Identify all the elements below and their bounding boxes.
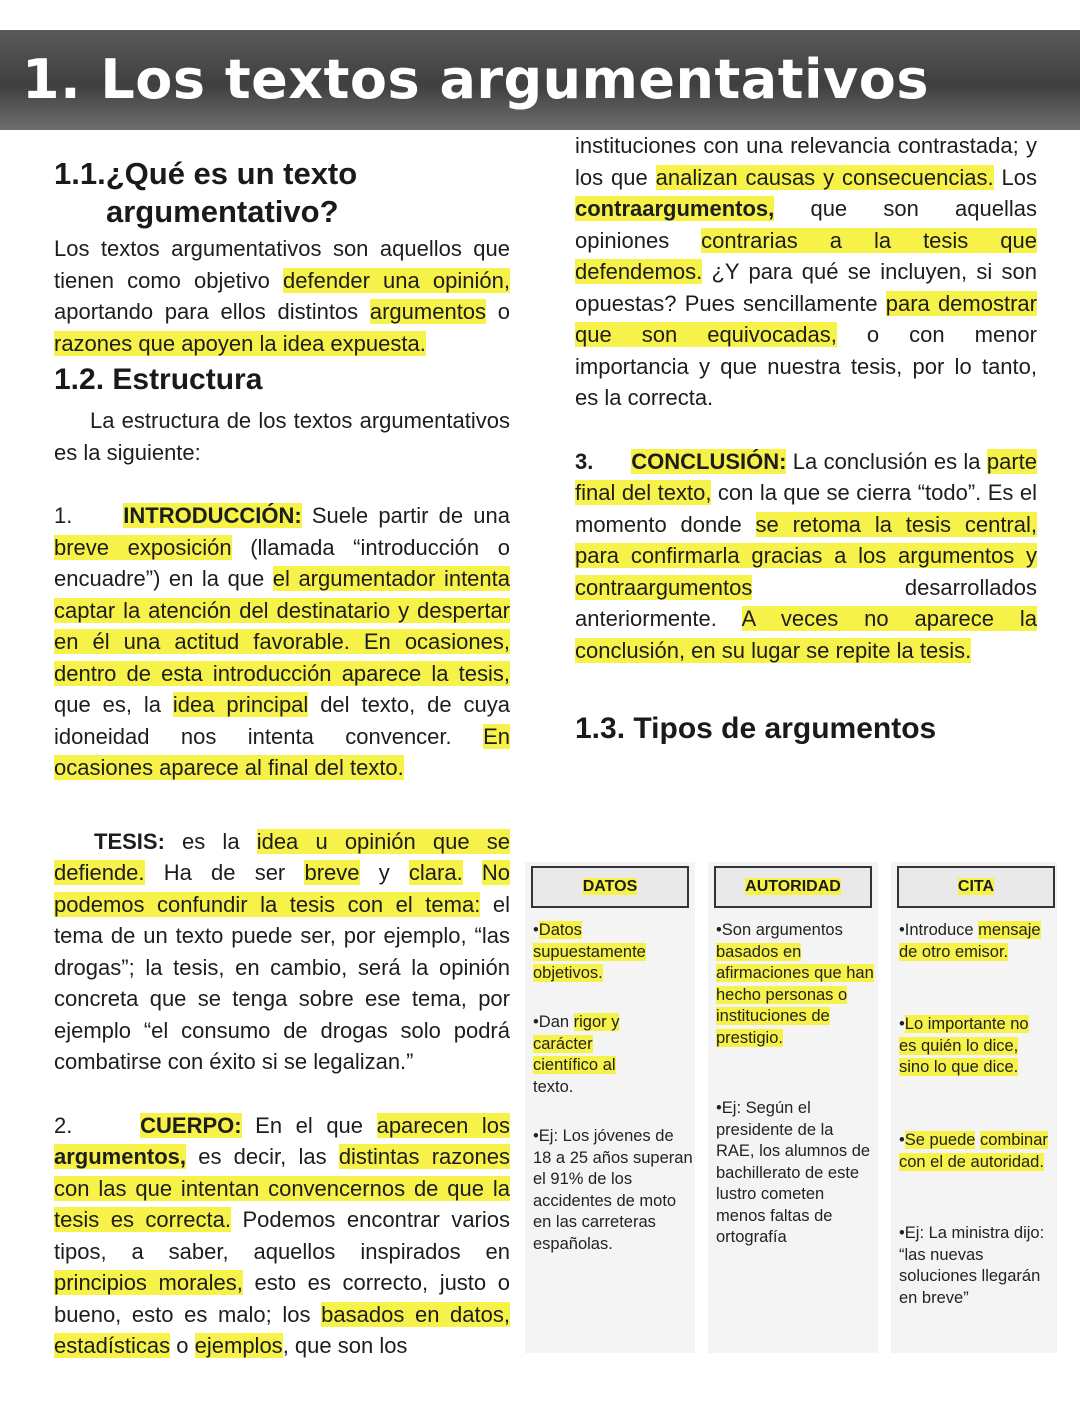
cita-bullet-4: •Ej: La ministra dijo: “las nuevas soluciones llegarán en breve” xyxy=(899,1224,1045,1307)
page-title: 1. Los textos argumentativos xyxy=(22,48,929,111)
contraargumentos-paragraph: instituciones con una relevancia contrastada; y los que analizan causas y consecuencias. Los contraargumentos, que son aquellas opiniones contrarias a la tesis que defendemos. ¿Y para qué se incluyen, si son opuestas? Pues sencillamente para demostrar que son equivocadas, o con menor importancia y que nuestra tesis, por lo tanto, es la correcta. xyxy=(575,133,1037,410)
cuerpo-paragraph: 2. CUERPO: En el que aparecen los argumentos, es decir, las distintas razones con las que intentan convencernos de que la tesis es correcta. Podemos encontrar varios tipos, a saber, aquellos inspirados en principios morales, esto es correcto, justo o bueno, esto es malo; los basados en datos, estadísticas o ejemplos, que son los xyxy=(54,1112,511,1358)
introduccion-paragraph: 1. INTRODUCCIÓN: Suele partir de una breve exposición (llamada “introducción o encuadre”) en la que el argumentador intenta captar la atención del destinatario y despertar en él una actitud favorable. En ocasiones, dentro de esta introducción aparece la tesis, que es, la idea principal del texto, de cuya idoneidad nos intenta convencer. En ocasiones aparece al final del texto. xyxy=(54,503,510,780)
cita-column xyxy=(891,862,1057,1353)
left-column xyxy=(54,155,510,1362)
heading-1-3: 1.3. Tipos de argumentos xyxy=(575,712,937,745)
datos-column xyxy=(525,862,695,1353)
autoridad-bullet-2: •Ej: Según el presidente de la RAE, los alumnos de bachillerato de este lustro cometen menos faltas de ortografía xyxy=(716,1099,871,1246)
heading-1-1-line2: argumentativo? xyxy=(106,194,339,229)
heading-1-2: 1.2. Estructura xyxy=(54,363,263,396)
tesis-paragraph: TESIS: es la idea u opinión que se defiende. Ha de ser breve y clara. No podemos confundir la tesis con el tema: el tema de un texto puede ser, por ejemplo, “las drogas”; la tesis, en cambio, será la opinión concreta que se tenga sobre ese tema, por ejemplo “el consumo de drogas solo podrá combatirse con éxito si se legalizan.” xyxy=(54,828,511,1074)
datos-bullet-3: •Ej: Los jóvenes de 18 a 25 años superan el 91% de los accidentes de moto en las carreteras españolas. xyxy=(533,1127,693,1253)
heading-1-1 xyxy=(54,155,510,231)
cita-bullet-3: •Se puede combinar con el de autoridad. xyxy=(899,1131,1048,1171)
datos-header: DATOS xyxy=(531,866,689,908)
heading-1-1-line1: 1.1.¿Qué es un texto xyxy=(54,156,358,191)
autoridad-header: AUTORIDAD xyxy=(714,866,872,908)
estructura-paragraph: La estructura de los textos argumentativos es la siguiente: xyxy=(54,408,510,465)
autoridad-bullet-1: •Son argumentos basados en afirmaciones que han hecho personas o instituciones de prestigio. xyxy=(716,921,874,1047)
conclusion-paragraph: 3. CONCLUSIÓN: La conclusión es la parte final del texto, con la que se cierra “todo”. Es el momento donde se retoma la tesis central, para confirmarla gracias a los argumentos y contraargumentos desarrollados anteriormente. A veces no aparece la conclusión, en su lugar se repite la tesis. xyxy=(575,448,1038,663)
right-column xyxy=(575,130,1037,748)
cita-bullet-2: •Lo importante no es quién lo dice, sino lo que dice. xyxy=(899,1015,1029,1076)
argument-types-table xyxy=(525,862,1057,1353)
intro-paragraph: Los textos argumentativos son aquellos que tienen como objetivo defender una opinión, aportando para ellos distintos argumentos o razones que apoyen la idea expuesta. xyxy=(54,236,510,356)
datos-bullet-1: •Datos supuestamente objetivos. xyxy=(533,921,646,982)
datos-bullet-2: •Dan rigor y carácter científico al texto. xyxy=(533,1013,620,1096)
cita-header: CITA xyxy=(897,866,1055,908)
autoridad-column xyxy=(708,862,878,1353)
title-band xyxy=(0,30,1080,130)
cita-bullet-1: •Introduce mensaje de otro emisor. xyxy=(899,921,1041,961)
